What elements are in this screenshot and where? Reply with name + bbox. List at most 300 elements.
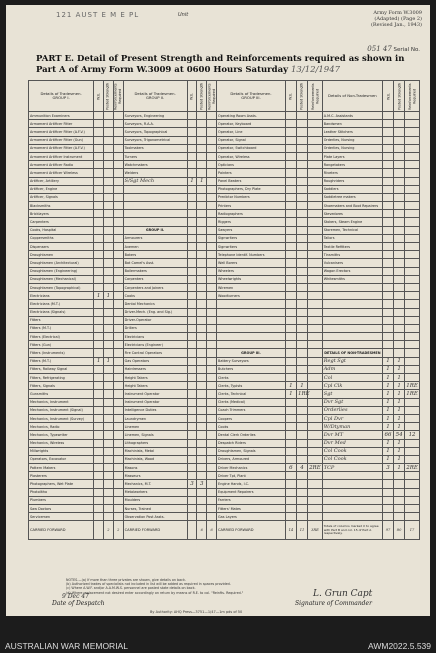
count-cell — [394, 251, 405, 259]
count-cell: 1 — [394, 423, 405, 431]
count-cell — [394, 488, 405, 496]
count-cell — [405, 202, 420, 210]
count-cell — [113, 333, 123, 341]
count-cell — [103, 152, 113, 160]
count-cell — [405, 398, 420, 406]
count-cell — [308, 152, 323, 160]
count-cell — [207, 513, 217, 521]
count-cell — [197, 406, 207, 414]
count-cell — [113, 455, 123, 463]
count-cell — [405, 283, 420, 291]
count-cell — [187, 128, 197, 136]
trade-label — [217, 300, 286, 308]
count-cell — [94, 480, 104, 488]
count-cell — [285, 202, 296, 210]
count-cell — [103, 169, 113, 177]
count-cell — [207, 439, 217, 447]
count-cell — [308, 472, 323, 480]
count-cell — [285, 267, 296, 275]
trade-label: Artificer, Signals — [29, 193, 94, 201]
count-cell — [113, 341, 123, 349]
trade-label: Orderlies — [322, 406, 382, 414]
count-cell — [394, 218, 405, 226]
count-cell — [285, 152, 296, 160]
trade-label: Driver-Operator — [123, 316, 187, 324]
count-cell — [285, 169, 296, 177]
count-cell — [285, 234, 296, 242]
count-cell — [405, 128, 420, 136]
count-cell — [405, 513, 420, 521]
count-cell — [103, 112, 113, 120]
trade-label: Butchers — [217, 365, 286, 373]
count-cell — [207, 472, 217, 480]
trade-label: Orderlies, Nursing — [322, 136, 382, 144]
count-cell — [308, 349, 323, 357]
count-cell — [113, 177, 123, 185]
count-cell — [308, 480, 323, 488]
trade-label: Mechanics, Instrument (Survey) — [29, 414, 94, 422]
count-cell — [296, 365, 307, 373]
unit-label: Unit — [178, 12, 189, 18]
count-cell — [308, 136, 323, 144]
table-header-row — [29, 81, 420, 112]
count-cell — [197, 193, 207, 201]
count-cell — [383, 505, 394, 513]
count-cell — [285, 398, 296, 406]
trade-label: Armament Artificer Fitter (A.F.V.) — [29, 128, 94, 136]
count-cell — [285, 447, 296, 455]
count-cell — [308, 406, 323, 414]
trade-label: Saddletree makers — [322, 193, 382, 201]
count-cell: 1 — [394, 406, 405, 414]
trade-label: Cooks, Hospital — [29, 226, 94, 234]
count-cell — [207, 324, 217, 332]
col-rfts: Reinforcements Required — [405, 81, 420, 112]
count-cell: 1 — [285, 390, 296, 398]
count-cell — [187, 357, 197, 365]
trade-label: Storemen, Technical — [322, 226, 382, 234]
count-cell — [308, 365, 323, 373]
count-cell — [285, 226, 296, 234]
trade-label: Artificer, Engine — [29, 185, 94, 193]
trade-label: Gas Operators — [123, 357, 187, 365]
count-cell: 2RE — [309, 464, 321, 471]
count-cell — [103, 218, 113, 226]
count-cell — [207, 185, 217, 193]
count-cell — [308, 423, 323, 431]
count-cell — [197, 136, 207, 144]
count-cell — [113, 414, 123, 422]
count-cell — [207, 447, 217, 455]
count-cell — [94, 414, 104, 422]
count-cell: 1 — [197, 177, 207, 185]
count-cell — [296, 455, 307, 463]
count-cell — [405, 496, 420, 504]
count-cell — [285, 349, 296, 357]
trade-label: Servicemen — [29, 513, 94, 521]
table-row — [29, 267, 420, 275]
count-cell — [187, 464, 197, 472]
count-cell — [285, 136, 296, 144]
trade-label: Armament Artificer Wireless — [29, 169, 94, 177]
count-cell — [308, 169, 323, 177]
count-cell — [405, 161, 420, 169]
count-cell — [405, 243, 420, 251]
count-cell — [394, 128, 405, 136]
count-cell — [394, 283, 405, 291]
count-cell — [113, 243, 123, 251]
trade-label: Operators, Excavator — [29, 455, 94, 463]
count-cell — [187, 243, 197, 251]
trade-label: Bandsmen — [322, 120, 382, 128]
count-cell: 2RE — [406, 464, 418, 471]
count-cell — [103, 316, 113, 324]
trade-label: Lithographers — [123, 439, 187, 447]
count-cell — [308, 234, 323, 242]
count-cell — [187, 185, 197, 193]
count-cell: 1 — [383, 455, 394, 463]
note-line: NOTES.—(a) If more than three privates are shown, give details on back. — [66, 578, 186, 582]
count-cell — [405, 374, 420, 382]
trade-label — [322, 513, 382, 521]
count-cell: 1 — [383, 406, 394, 414]
count-cell — [103, 275, 113, 283]
count-cell — [187, 447, 197, 455]
trade-label: Coopers — [217, 414, 286, 422]
count-cell — [103, 243, 113, 251]
count-cell — [103, 439, 113, 447]
count-cell — [308, 300, 323, 308]
col-group-label: GROUP II. — [145, 95, 165, 100]
trade-label: Artificer, Artillery — [29, 177, 94, 185]
count-cell — [187, 234, 197, 242]
count-cell — [296, 414, 307, 422]
count-cell — [285, 193, 296, 201]
count-cell — [394, 202, 405, 210]
trade-label: Farriers — [217, 496, 286, 504]
trade-label: Surveyors, R.A.A. — [123, 120, 187, 128]
count-cell — [296, 210, 307, 218]
count-cell: 12 — [405, 431, 420, 439]
total-cell: 97 — [383, 521, 394, 540]
count-cell — [383, 275, 394, 283]
trade-label: Dvr MT — [322, 431, 382, 439]
count-cell — [207, 259, 217, 267]
count-cell — [308, 382, 323, 390]
count-cell — [308, 177, 323, 185]
trade-label: Operator, Keyboard — [217, 120, 286, 128]
trade-label: Dvr Med — [322, 439, 382, 447]
carried-forward-label: CARRIED FORWARD — [217, 521, 286, 540]
trade-label: Turners — [123, 152, 187, 160]
count-cell — [296, 161, 307, 169]
count-cell — [296, 283, 307, 291]
count-cell — [308, 324, 323, 332]
count-cell — [296, 234, 307, 242]
count-cell — [405, 259, 420, 267]
count-cell: 4 — [296, 464, 307, 472]
table-row — [29, 169, 420, 177]
trade-label — [322, 283, 382, 291]
count-cell — [405, 210, 420, 218]
trade-label: Orderlies, Nursing — [322, 144, 382, 152]
count-cell — [197, 251, 207, 259]
trade-label: Masseurs — [123, 472, 187, 480]
table-row — [29, 251, 420, 259]
count-cell — [285, 275, 296, 283]
count-cell — [405, 251, 420, 259]
trade-label — [322, 324, 382, 332]
trade-label: Driver Mechanics — [217, 464, 286, 472]
count-cell — [113, 406, 123, 414]
count-cell: 1 — [394, 365, 405, 373]
trade-label: Linemen, Signals — [123, 431, 187, 439]
count-cell — [197, 161, 207, 169]
count-cell — [197, 382, 207, 390]
count-cell — [113, 365, 123, 373]
count-cell: 1 — [394, 447, 405, 455]
count-cell — [94, 390, 104, 398]
trade-label: Painters — [217, 169, 286, 177]
count-cell — [394, 316, 405, 324]
count-cell — [383, 308, 394, 316]
trade-label: Fitters (Gun) — [29, 341, 94, 349]
count-cell: 1 — [383, 382, 394, 390]
trade-label: Mechanics, Wireless — [29, 439, 94, 447]
trade-label — [322, 472, 382, 480]
trade-label: Sawyers — [217, 226, 286, 234]
count-cell — [207, 333, 217, 341]
count-cell — [207, 234, 217, 242]
trade-label: Draughtsmen (Engineering) — [29, 267, 94, 275]
trade-label: Tinsmiths — [322, 251, 382, 259]
count-cell — [113, 292, 123, 300]
count-cell — [94, 161, 104, 169]
count-cell — [394, 112, 405, 120]
count-cell — [94, 267, 104, 275]
trade-label: Armament Artificer Instrument — [29, 152, 94, 160]
count-cell — [285, 308, 296, 316]
count-cell — [197, 414, 207, 422]
count-cell — [113, 349, 123, 357]
count-cell — [405, 136, 420, 144]
count-cell — [308, 112, 323, 120]
count-cell — [308, 226, 323, 234]
count-cell — [207, 177, 217, 185]
trade-label: Laundrymen — [123, 414, 187, 422]
cf-cell: 6 — [207, 521, 217, 540]
total-cell: 17 — [405, 521, 420, 540]
count-cell — [308, 513, 323, 521]
trade-label: Rangetakers — [322, 161, 382, 169]
trade-label: GROUP III. — [217, 349, 286, 357]
trade-label — [322, 308, 382, 316]
count-cell — [113, 488, 123, 496]
count-cell — [207, 308, 217, 316]
count-cell — [207, 161, 217, 169]
count-cell — [197, 341, 207, 349]
count-cell — [197, 439, 207, 447]
count-cell — [197, 374, 207, 382]
col-trades-label: Details of Tradesmen. — [40, 90, 82, 96]
count-cell — [383, 341, 394, 349]
count-cell — [296, 480, 307, 488]
count-cell — [94, 488, 104, 496]
trade-label: Draughtsmen (Architectural) — [29, 259, 94, 267]
count-cell — [285, 161, 296, 169]
count-cell — [207, 316, 217, 324]
trade-label: Fire Control Operators — [123, 349, 187, 357]
count-cell — [113, 202, 123, 210]
count-cell — [296, 333, 307, 341]
trade-label: Signwriters — [217, 243, 286, 251]
count-cell — [197, 398, 207, 406]
count-cell — [383, 243, 394, 251]
table-row — [29, 374, 420, 382]
count-cell — [285, 439, 296, 447]
archive-id: AWM2022.5.539 — [368, 641, 431, 651]
count-cell — [113, 267, 123, 275]
count-cell — [94, 144, 104, 152]
count-cell — [285, 341, 296, 349]
trade-label — [123, 202, 187, 210]
count-cell — [113, 464, 123, 472]
count-cell — [103, 120, 113, 128]
count-cell — [94, 374, 104, 382]
note-line: (b) Authorized trades of specialists not included in list will be added as required in spaces provided. — [66, 582, 231, 587]
count-cell — [103, 349, 113, 357]
serial-number — [367, 45, 420, 53]
trade-label — [322, 505, 382, 513]
count-cell — [285, 505, 296, 513]
count-cell — [103, 447, 113, 455]
table-row — [29, 431, 420, 439]
count-cell — [103, 234, 113, 242]
trade-label: Operating Room Assts. — [217, 112, 286, 120]
count-cell — [383, 267, 394, 275]
count-cell — [285, 120, 296, 128]
trade-label: Panel Beaters — [217, 177, 286, 185]
count-cell — [113, 423, 123, 431]
count-cell — [113, 128, 123, 136]
count-cell — [285, 333, 296, 341]
count-cell — [113, 112, 123, 120]
trade-label: Millwrights — [29, 447, 94, 455]
count-cell — [207, 374, 217, 382]
count-cell — [187, 423, 197, 431]
count-cell — [197, 292, 207, 300]
count-cell — [94, 398, 104, 406]
count-cell — [197, 390, 207, 398]
count-cell: 1 — [383, 414, 394, 422]
count-cell: 1 — [103, 357, 113, 365]
trade-label: Well Borers — [217, 259, 286, 267]
trade-label: Surveyors, Trigonometrical — [123, 136, 187, 144]
count-cell — [103, 259, 113, 267]
count-cell — [113, 152, 123, 160]
count-cell — [197, 431, 207, 439]
count-cell — [103, 398, 113, 406]
table-body — [29, 112, 420, 521]
count-cell — [285, 365, 296, 373]
table-row — [29, 333, 420, 341]
count-cell — [207, 136, 217, 144]
heading-line-2 — [36, 65, 406, 76]
table-row — [29, 202, 420, 210]
count-cell — [113, 185, 123, 193]
count-cell — [113, 275, 123, 283]
count-cell — [285, 128, 296, 136]
count-cell — [296, 357, 307, 365]
trade-label: S/Sgt Mech — [123, 177, 187, 185]
count-cell — [285, 496, 296, 504]
trade-label — [217, 316, 286, 324]
trade-label: Shoemakers and Boot Repairers — [322, 202, 382, 210]
trade-label: Despatch Riders — [217, 439, 286, 447]
count-cell — [308, 455, 323, 463]
trade-label: Clerks, Technical — [217, 390, 286, 398]
count-cell — [94, 308, 104, 316]
col-group-label: GROUP I. — [52, 95, 70, 100]
trade-label: Electricians (Signals) — [29, 308, 94, 316]
count-cell — [113, 447, 123, 455]
count-cell — [113, 439, 123, 447]
count-cell — [113, 431, 123, 439]
count-cell — [197, 185, 207, 193]
trade-label: Dispensers — [29, 243, 94, 251]
count-cell — [94, 128, 104, 136]
count-cell: 1 — [394, 439, 405, 447]
count-cell: 1 — [394, 414, 405, 422]
count-cell — [405, 300, 420, 308]
table-row — [29, 324, 420, 332]
count-cell — [103, 324, 113, 332]
count-cell — [94, 300, 104, 308]
count-cell: 1 — [394, 390, 405, 398]
count-cell — [308, 161, 323, 169]
count-cell — [405, 226, 420, 234]
count-cell — [383, 177, 394, 185]
count-cell — [187, 431, 197, 439]
col-trades-group2 — [123, 81, 187, 112]
count-cell — [187, 390, 197, 398]
count-cell — [197, 128, 207, 136]
count-cell — [405, 193, 420, 201]
count-cell — [383, 226, 394, 234]
count-cell — [94, 275, 104, 283]
table-row — [29, 365, 420, 373]
count-cell — [308, 374, 323, 382]
count-cell — [197, 455, 207, 463]
trade-label: Col — [322, 374, 382, 382]
count-cell — [308, 283, 323, 291]
trade-label: Bakers — [123, 251, 187, 259]
trade-label — [217, 341, 286, 349]
count-cell — [296, 259, 307, 267]
table-row — [29, 414, 420, 422]
count-cell: 1 — [285, 382, 296, 390]
trade-label: Signwriters — [217, 234, 286, 242]
count-cell — [197, 349, 207, 357]
count-cell — [197, 324, 207, 332]
count-cell — [187, 112, 197, 120]
count-cell — [187, 513, 197, 521]
count-cell — [103, 300, 113, 308]
cf-cell: 11 — [296, 521, 307, 540]
count-cell — [308, 292, 323, 300]
table-row — [29, 193, 420, 201]
trade-label: Fitters (M.T.) — [29, 357, 94, 365]
